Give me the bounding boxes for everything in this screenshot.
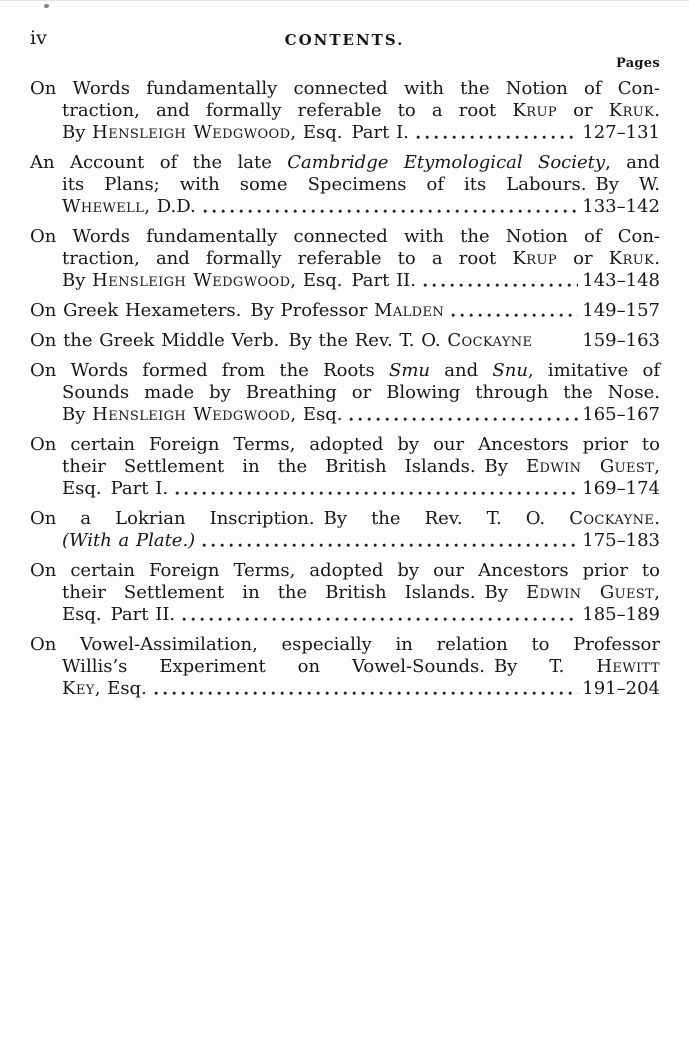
toc-entries [30,78,660,708]
toc-entry [30,152,660,218]
page-title: CONTENTS. [284,31,405,49]
toc-entry-line [30,270,660,292]
entry-text: On the Greek Middle Verb. By the Rev. T. O. Cockayne [30,330,533,351]
entry-text: Willis’s Experiment on Vowel-Sounds. By T. Hewitt [62,656,660,677]
toc-entry-line [30,456,660,478]
dot-leader [451,300,578,322]
dot-leader [203,196,579,218]
page-range: 127–131 [582,122,660,143]
entry-text: Esq. Part II. [62,604,176,625]
toc-entry [30,226,660,292]
toc-entry-line [30,656,660,678]
entry-text: On certain Foreign Terms, adopted by our Ancestors prior to [30,434,660,455]
toc-entry-line [30,196,660,218]
dot-leader [349,404,578,426]
dot-leader [423,270,578,292]
toc-entry-line [30,634,660,656]
toc-entry [30,300,660,322]
entry-text: traction, and formally referable to a root Krup or Kruk. [62,100,660,121]
entry-text: their Settlement in the British Islands. By Edwin Guest, [62,582,660,603]
toc-entry-line [30,434,660,456]
entry-text: Key, Esq. [62,678,147,699]
entry-text: Sounds made by Breathing or Blowing through the Nose. [62,382,660,403]
dot-leader [202,530,578,552]
toc-entry-line [30,152,660,174]
toc-entry-line [30,382,660,404]
entry-text: (With a Plate.) [62,530,196,551]
page-range: 165–167 [582,404,660,425]
entry-text: By Hensleigh Wedgwood, Esq. Part I. [62,122,409,143]
toc-entry-line [30,78,660,100]
page-range: 175–183 [582,530,660,551]
toc-entry-line [30,248,660,270]
entry-text: On certain Foreign Terms, adopted by our Ancestors prior to [30,560,660,581]
page-range: 149–157 [582,300,660,321]
scan-speck-artifact [44,4,49,8]
toc-entry-line [30,300,660,322]
toc-entry-line [30,174,660,196]
toc-entry-line [30,582,660,604]
toc-entry [30,434,660,500]
leader-space [536,330,578,352]
toc-entry [30,330,660,352]
entry-text: Whewell, D.D. [62,196,196,217]
page-range: 133–142 [582,196,660,217]
toc-entry-line [30,478,660,500]
pages-column-label: Pages [615,56,660,71]
page-range: 143–148 [582,270,660,291]
entry-text: By Hensleigh Wedgwood, Esq. Part II. [62,270,417,291]
toc-entry-line [30,330,660,352]
entry-text: On Words fundamentally connected with the Notion of Con- [30,226,660,247]
toc-entry-line [30,226,660,248]
entry-text: By Hensleigh Wedgwood, Esq. [62,404,343,425]
toc-entry-line [30,530,660,552]
page-range: 169–174 [582,478,660,499]
dot-leader [154,678,578,700]
page-range: 159–163 [582,330,660,351]
dot-leader [175,478,578,500]
page-range: 191–204 [582,678,660,699]
entry-text: On a Lokrian Inscription. By the Rev. T. O. Cockayne. [30,508,660,529]
entry-text: its Plans; with some Specimens of its Labours. By W. [62,174,660,195]
toc-entry-line [30,604,660,626]
page-number: iv [30,27,47,49]
dot-leader [182,604,578,626]
toc-entry [30,360,660,426]
entry-text: Esq. Part I. [62,478,169,499]
entry-text: traction, and formally referable to a root Krup or Kruk. [62,248,660,269]
toc-entry-line [30,678,660,700]
toc-entry-line [30,404,660,426]
entry-text: On Vowel-Assimilation, especially in relation to Professor [30,634,660,655]
entry-text: On Words fundamentally connected with the Notion of Con- [30,78,660,99]
toc-entry-line [30,122,660,144]
toc-entry [30,78,660,144]
entry-text: An Account of the late Cambridge Etymological Society, and [30,152,661,173]
toc-entry-line [30,100,660,122]
toc-entry-line [30,508,660,530]
dot-leader [416,122,578,144]
toc-entry-line [30,360,660,382]
toc-entry [30,508,660,552]
page-range: 185–189 [582,604,660,625]
entry-text: their Settlement in the British Islands. By Edwin Guest, [62,456,660,477]
toc-entry-line [30,560,660,582]
toc-entry [30,560,660,626]
entry-text: On Greek Hexameters. By Professor Malden [30,300,445,321]
toc-entry [30,634,660,700]
entry-text: On Words formed from the Roots Smu and Snu, imitative of [30,360,661,381]
